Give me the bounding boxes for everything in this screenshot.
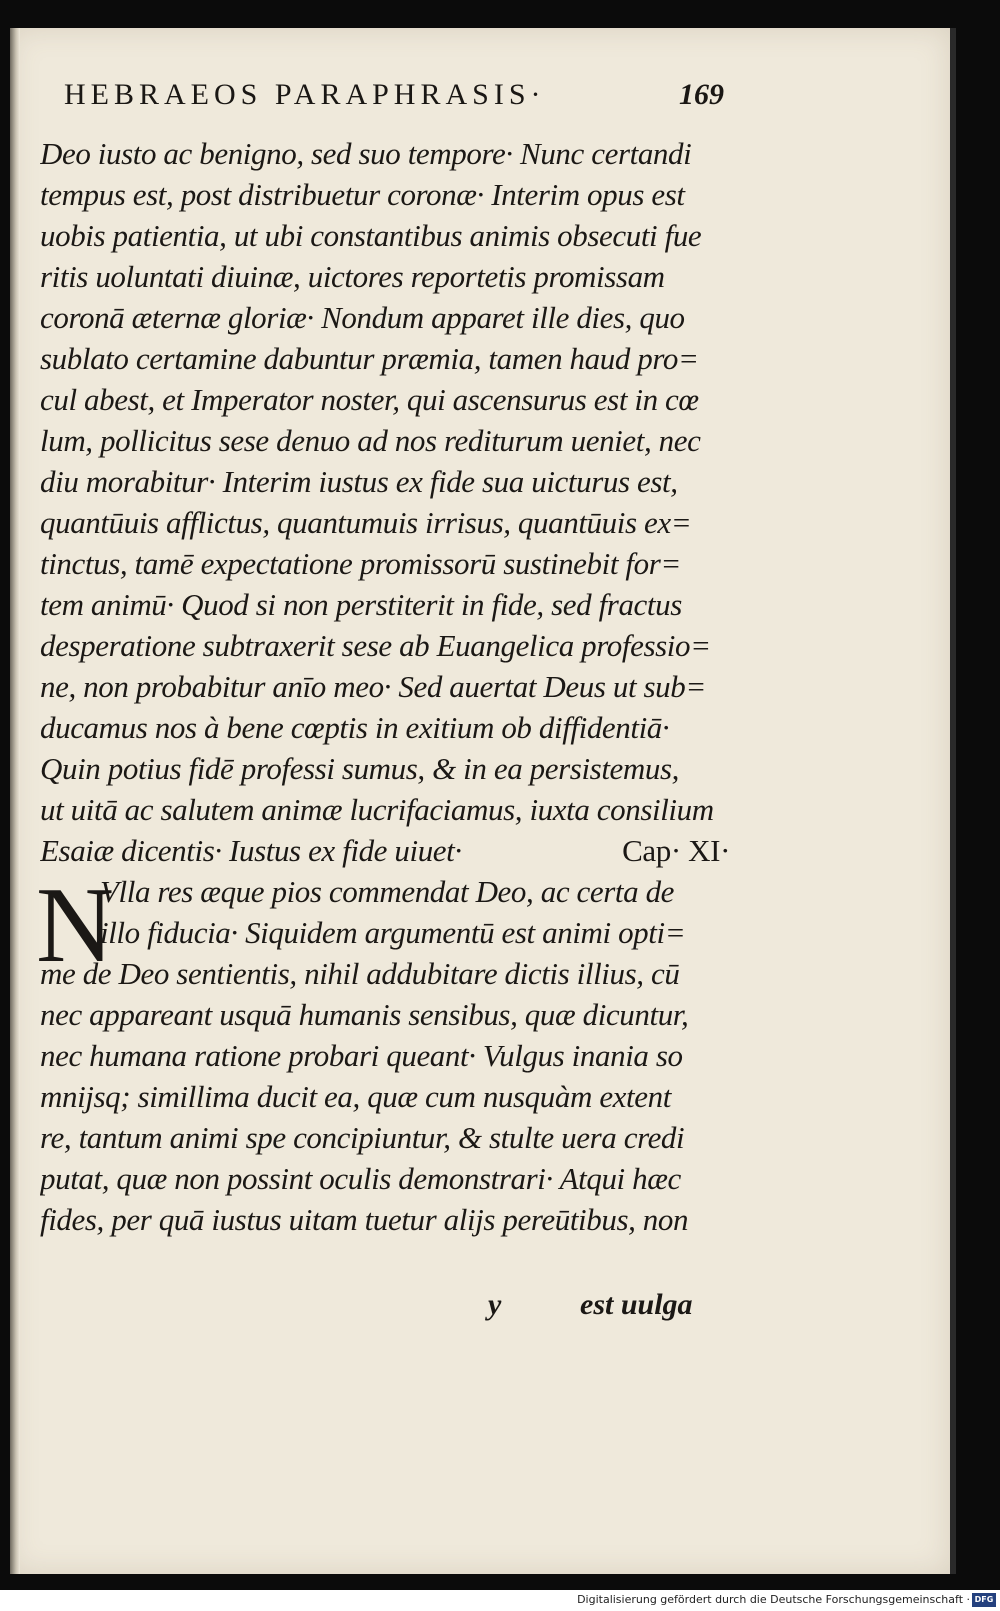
page-right-edge: [950, 28, 956, 1574]
text-line: nec humana ratione probari queant· Vulgus inania so: [40, 1038, 683, 1073]
text-line: Deo iusto ac benigno, sed suo tempore· Nunc certandi: [40, 136, 692, 171]
text-line: fides, per quā iustus uitam tuetur alijs pereūtibus, non: [40, 1202, 689, 1237]
signature-mark: y: [488, 1288, 502, 1321]
running-head: [64, 78, 724, 122]
text-line: Quin potius fidē professi sumus, & in ea persistemus,: [40, 751, 679, 786]
text-line: illo fiducia· Siquidem argumentū est animi opti=: [100, 915, 686, 950]
text-line: Vlla res æque pios commendat Deo, ac certa de: [100, 874, 675, 909]
text-line: me de Deo sentientis, nihil addubitare dictis illius, cū: [40, 956, 680, 991]
text-line: desperatione subtraxerit sese ab Euangelica professio=: [40, 628, 711, 663]
text-line: ne, non probabitur anīo meo· Sed auertat Deus ut sub=: [40, 669, 706, 704]
text-line: ducamus nos à bene cœptis in exitium ob diffidentiā·: [40, 710, 670, 745]
text-line: ut uitā ac salutem animæ lucrifaciamus, iuxta consilium: [40, 792, 714, 827]
text-line: mnijsq; simillima ducit ea, quæ cum nusquàm extent: [40, 1079, 671, 1114]
page-number: 169: [679, 78, 724, 111]
digitization-footer: [0, 1590, 1000, 1611]
dfg-logo: DFG: [972, 1593, 996, 1607]
chapter-heading: Cap· XI·: [622, 833, 730, 868]
text-line: sublato certamine dabuntur præmia, tamen haud pro=: [40, 341, 699, 376]
text-line: ritis uoluntati diuinæ, uictores reportetis promissam: [40, 259, 665, 294]
text-line: re, tantum animi spe concipiuntur, & stulte uera credi: [40, 1120, 685, 1155]
catchwords: [40, 1285, 730, 1325]
footer-credit: Digitalisierung gefördert durch die Deutsche Forschungsgemeinschaft ·: [577, 1593, 970, 1606]
drop-cap-initial: N: [36, 866, 114, 985]
text-line: uobis patientia, ut ubi constantibus animis obsecuti fue: [40, 218, 702, 253]
text-line: tinctus, tamē expectatione promissorū sustinebit for=: [40, 546, 681, 581]
text-line: putat, quæ non possint oculis demonstrari· Atqui hæc: [40, 1161, 681, 1196]
text-line: cul abest, et Imperator noster, qui ascensurus est in cœ: [40, 382, 699, 417]
text-line: coronā æternæ gloriæ· Nondum apparet ille dies, quo: [40, 300, 685, 335]
text-line: lum, pollicitus sese denuo ad nos rediturum ueniet, nec: [40, 423, 701, 458]
text-line: Esaiæ dicentis· Iustus ex fide uiuet·: [40, 833, 462, 868]
page-gutter-shadow: [10, 28, 20, 1574]
text-line: nec appareant usquā humanis sensibus, quæ dicuntur,: [40, 997, 689, 1032]
running-head-title: HEBRAEOS PARAPHRASIS·: [64, 78, 546, 111]
catchword: est uulga: [580, 1288, 693, 1321]
text-line: tempus est, post distribuetur coronæ· Interim opus est: [40, 177, 685, 212]
text-line-with-chapter: [40, 831, 730, 871]
text-line: quantūuis afflictus, quantumuis irrisus, quantūuis ex=: [40, 505, 692, 540]
text-line: tem animū· Quod si non perstiterit in fide, sed fractus: [40, 587, 682, 622]
text-line: diu morabitur· Interim iustus ex fide sua uicturus est,: [40, 464, 678, 499]
